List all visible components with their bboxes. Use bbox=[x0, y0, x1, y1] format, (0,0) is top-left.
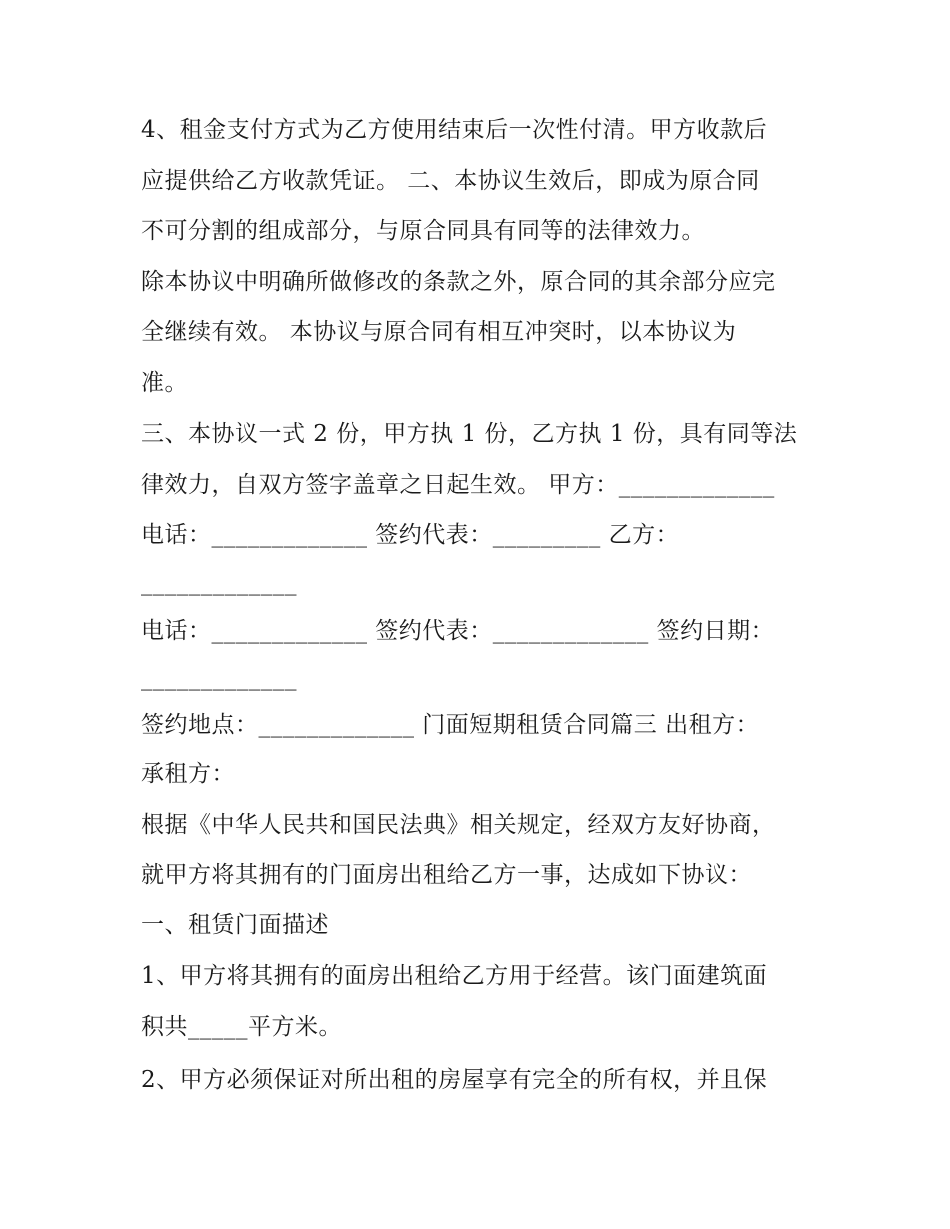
text-line: _____________ bbox=[141, 665, 297, 691]
text-line: 全继续有效。 本协议与原合同有相互冲突时，以本协议为 bbox=[141, 319, 737, 345]
text-line: 律效力，自双方签字盖章之日起生效。 甲方：_____________ bbox=[141, 472, 775, 498]
text-line: 不可分割的组成部分，与原合同具有同等的法律效力。 bbox=[141, 218, 705, 244]
text-line: 三、本协议一式 2 份，甲方执 1 份，乙方执 1 份，具有同等法 bbox=[141, 421, 798, 447]
text-line: 2、甲方必须保证对所出租的房屋享有完全的所有权，并且保 bbox=[141, 1067, 768, 1093]
text-line: 一、租赁门面描述 bbox=[141, 912, 329, 938]
text-line: 电话：_____________ 签约代表：_________ 乙方： bbox=[141, 522, 680, 548]
text-line: 准。 bbox=[141, 370, 188, 396]
text-line: 就甲方将其拥有的门面房出租给乙方一事，达成如下协议： bbox=[141, 862, 752, 888]
text-line: 1、甲方将其拥有的面房出租给乙方用于经营。该门面建筑面 bbox=[141, 963, 768, 989]
text-line: 根据《中华人民共和国民法典》相关规定，经双方友好协商， bbox=[141, 812, 776, 838]
text-line: 除本协议中明确所做修改的条款之外，原合同的其余部分应完 bbox=[141, 269, 776, 295]
text-line: 应提供给乙方收款凭证。 二、本协议生效后，即成为原合同 bbox=[141, 168, 760, 194]
text-line: 4、租金支付方式为乙方使用结束后一次性付清。甲方收款后 bbox=[141, 117, 768, 143]
text-line: 签约地点：_____________ 门面短期租赁合同篇三 出租方： bbox=[141, 712, 760, 738]
text-line: 电话：_____________ 签约代表：_____________ 签约日期： bbox=[141, 618, 775, 644]
text-line: _____________ bbox=[141, 570, 297, 596]
text-line: 积共_____平方米。 bbox=[141, 1014, 342, 1040]
text-line: 承租方： bbox=[141, 761, 235, 787]
